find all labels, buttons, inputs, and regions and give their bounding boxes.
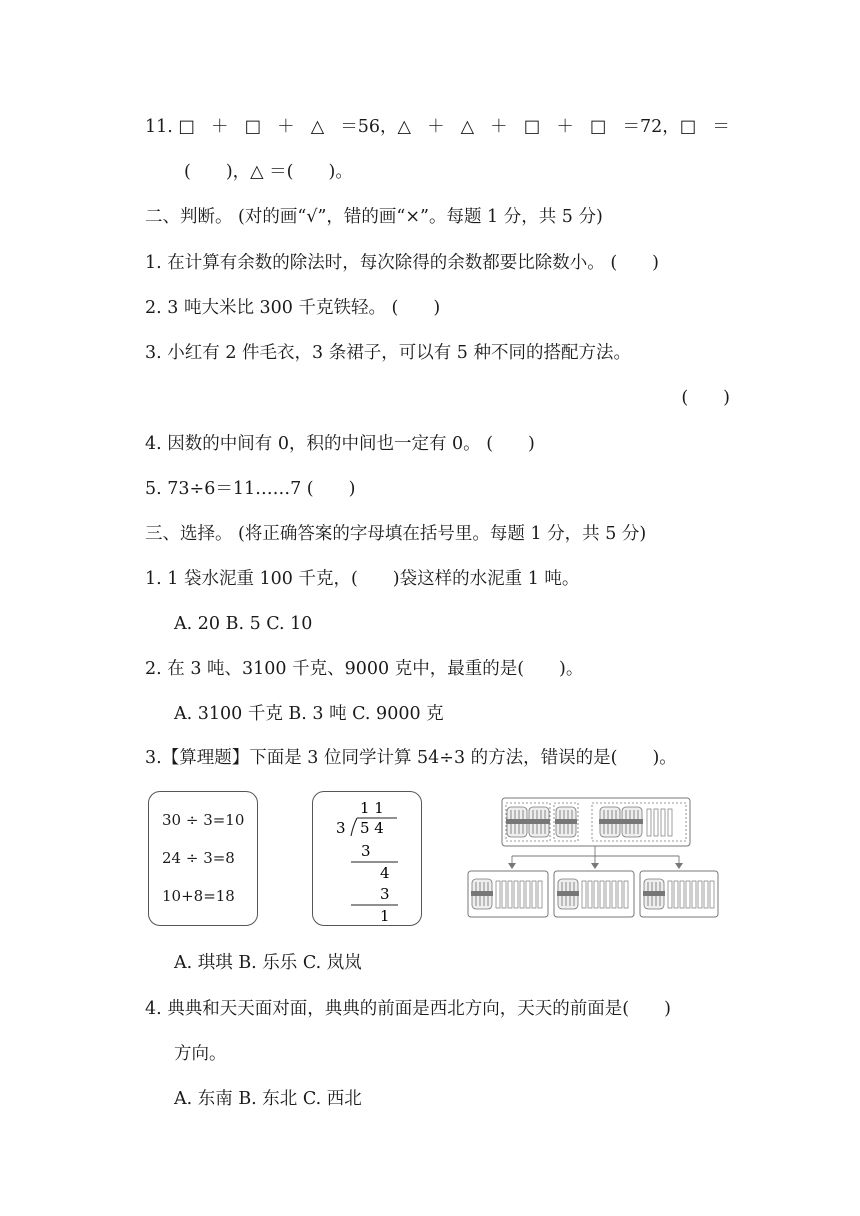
- q11-token: ＋: [427, 117, 445, 137]
- method2-card: [312, 791, 422, 926]
- q11-token: ＝: [712, 117, 730, 137]
- judge-item-4: 4. 因数的中间有 0，积的中间也一定有 0。 ( ): [145, 434, 535, 454]
- method1-step: 10+8=18: [162, 887, 235, 905]
- bundle-icon: [528, 807, 550, 837]
- bundle-icon: [555, 807, 577, 837]
- stick-icon: [661, 809, 665, 836]
- q11-line2: ( )，△ ＝( )。: [184, 162, 353, 182]
- q11-token: △: [310, 117, 325, 137]
- division-step: 3: [361, 842, 371, 860]
- judge-item-3: 3. 小红有 2 件毛衣，3 条裙子，可以有 5 种不同的搭配方法。: [145, 343, 631, 363]
- division-step: 4: [380, 864, 390, 882]
- judge-item-5: 5. 73÷6＝11……7 ( ): [145, 479, 356, 499]
- stick-icon: [654, 809, 658, 836]
- judge-item-1: 1. 在计算有余数的除法时，每次除得的余数都要比除数小。 ( ): [145, 253, 659, 273]
- choice-q3-options: A. 琪琪 B. 乐乐 C. 岚岚: [174, 953, 362, 973]
- choice-q1-options: A. 20 B. 5 C. 10: [174, 614, 313, 634]
- division-bracket: [351, 818, 357, 836]
- q11-token: □: [589, 117, 607, 137]
- choice-q3-stem: 3.【算理题】下面是 3 位同学计算 54÷3 的方法，错误的是( )。: [145, 748, 677, 768]
- long-division: [313, 792, 423, 927]
- method1-step: 30 ÷ 3=10: [162, 811, 245, 829]
- q11-token: 11. □: [145, 117, 195, 137]
- share-group: [554, 871, 634, 917]
- stick-icon: [647, 809, 651, 836]
- division-step: 1: [380, 907, 390, 925]
- q11-token: ＝56，△: [340, 117, 411, 137]
- method1-step: 24 ÷ 3=8: [162, 849, 235, 867]
- dividend: 5 4: [360, 819, 384, 837]
- arrow-down-icon: [591, 863, 599, 869]
- share-group: [468, 871, 548, 917]
- judge-item-2: 2. 3 吨大米比 300 千克铁轻。 ( ): [145, 298, 441, 318]
- arrow-down-icon: [675, 863, 683, 869]
- q11-line1: [145, 115, 730, 139]
- q11-token: ＋: [490, 117, 508, 137]
- divisor: 3: [336, 819, 346, 837]
- q11-token: ＋: [556, 117, 574, 137]
- stick-bundles-diagram: [466, 796, 720, 920]
- method1-card: [148, 791, 258, 926]
- section3-heading: 三、选择。 (将正确答案的字母填在括号里。每题 1 分，共 5 分): [145, 524, 647, 544]
- choice-q4-options: A. 东南 B. 东北 C. 西北: [174, 1089, 362, 1109]
- choice-q1-stem: 1. 1 袋水泥重 100 千克，( )袋这样的水泥重 1 吨。: [145, 569, 580, 589]
- judge-item-3-answer: ( ): [681, 388, 730, 408]
- q11-token: ＝72，□: [622, 117, 697, 137]
- choice-q4-stem-line1: 4. 典典和天天面对面，典典的前面是西北方向，天天的前面是( ): [145, 999, 671, 1019]
- bundle-icon: [599, 807, 621, 837]
- choice-q4-stem-line2: 方向。: [174, 1044, 227, 1064]
- q11-token: △: [460, 117, 475, 137]
- q11-token: ＋: [277, 117, 295, 137]
- bundle-icon: [621, 807, 643, 837]
- q11-token: □: [523, 117, 541, 137]
- quotient: 1 1: [360, 799, 384, 817]
- arrow-down-icon: [508, 863, 516, 869]
- q11-token: ＋: [211, 117, 229, 137]
- share-group: [640, 871, 718, 917]
- q11-token: □: [244, 117, 262, 137]
- choice-q2-options: A. 3100 千克 B. 3 吨 C. 9000 克: [174, 704, 444, 724]
- section2-heading: 二、判断。 (对的画“√”，错的画“×”。每题 1 分，共 5 分): [145, 207, 603, 227]
- bundle-icon: [506, 807, 528, 837]
- choice-q2-stem: 2. 在 3 吨、3100 千克、9000 克中，最重的是( )。: [145, 659, 584, 679]
- stick-icon: [668, 809, 672, 836]
- division-step: 3: [380, 885, 390, 903]
